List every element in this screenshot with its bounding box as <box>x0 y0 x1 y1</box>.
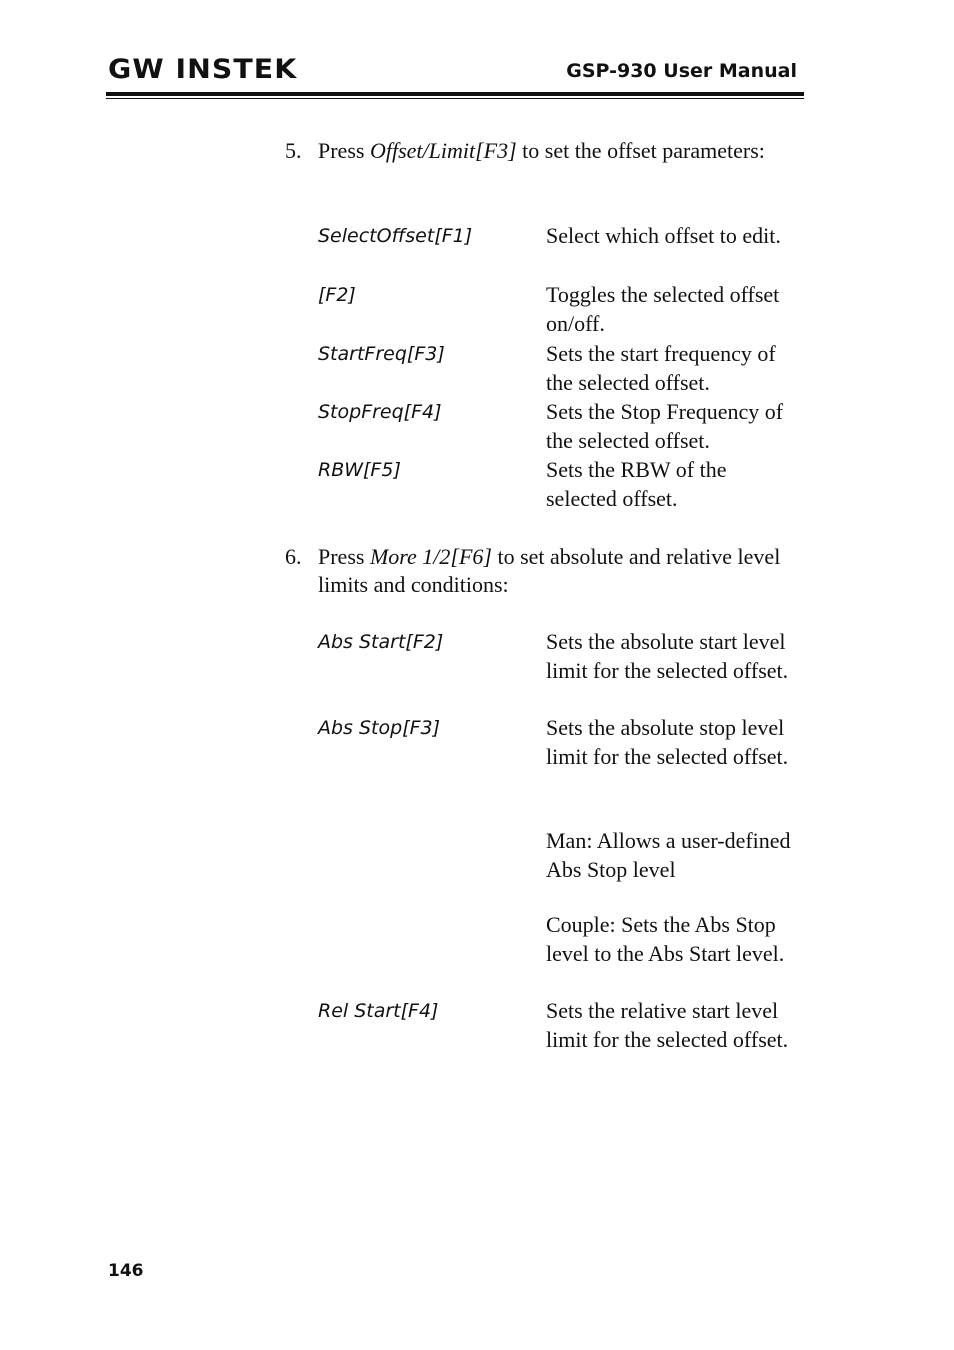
note-man: Man: Allows a user-defined Abs Stop level <box>546 828 791 882</box>
term-rbw: RBW[F5] <box>318 459 401 481</box>
manual-title: GSP-930 User Manual <box>566 60 797 82</box>
term-stop-freq: StopFreq[F4] <box>318 401 442 423</box>
term-start-freq: StartFreq[F3] <box>318 343 445 365</box>
note-couple: Couple: Sets the Abs Stop level to the Abs Start level. <box>546 912 785 966</box>
step-5 <box>285 137 795 165</box>
term-rel-start: Rel Start[F4] <box>318 1000 439 1022</box>
term-select-offset: SelectOffset[F1] <box>318 225 473 247</box>
step-text <box>318 543 795 599</box>
step-key: More 1/2[F6] <box>369 544 492 569</box>
step-suffix: to set absolute and relative level limits and conditions: <box>318 544 781 597</box>
step-suffix: to set the offset parameters: <box>516 138 765 163</box>
desc-abs-stop: Sets the absolute stop level limit for the selected offset. <box>546 715 789 769</box>
step-number: 6. <box>285 544 302 569</box>
logo: GW INSTEK <box>108 54 298 85</box>
term-abs-stop: Abs Stop[F3] <box>318 717 441 739</box>
header-rule-thin <box>106 98 804 99</box>
step-text <box>318 137 795 165</box>
page-number: 146 <box>108 1261 144 1281</box>
desc-abs-start: Sets the absolute start level limit for the selected offset. <box>546 629 789 683</box>
desc-f2: Toggles the selected offset on/off. <box>546 282 780 336</box>
desc-select-offset: Select which offset to edit. <box>546 223 781 248</box>
step-prefix: Press <box>318 138 370 163</box>
desc-rel-start: Sets the relative start level limit for the selected offset. <box>546 998 789 1052</box>
step-key: Offset/Limit[F3] <box>369 138 517 163</box>
term-abs-start: Abs Start[F2] <box>318 631 444 653</box>
step-6 <box>285 543 795 599</box>
desc-start-freq: Sets the start frequency of the selected offset. <box>546 341 776 395</box>
desc-rbw: Sets the RBW of the selected offset. <box>546 457 727 511</box>
desc-stop-freq: Sets the Stop Frequency of the selected offset. <box>546 399 784 453</box>
header-rule-thick <box>106 92 804 96</box>
step-number: 5. <box>285 138 302 163</box>
term-f2: [F2] <box>318 284 356 306</box>
step-prefix: Press <box>318 544 370 569</box>
